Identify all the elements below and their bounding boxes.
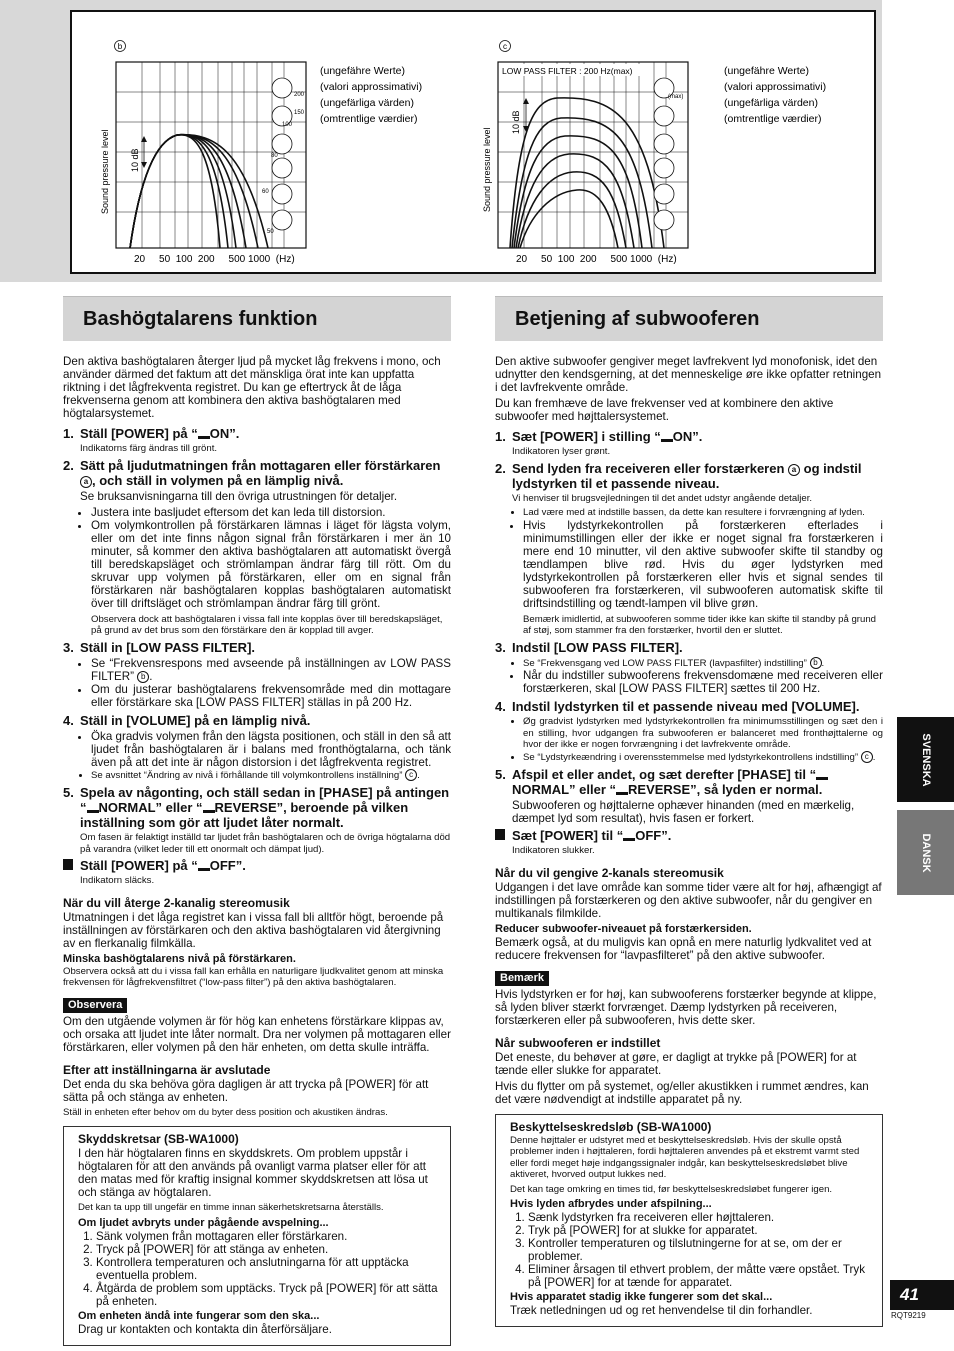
- da-box-bold-1: Hvis lyden afbrydes under afspilning...: [510, 1198, 712, 1210]
- svg-text:(omtrentlige værdier): (omtrentlige værdier): [320, 113, 418, 125]
- sv-stereo-note: Observera också att du i vissa fall kan erhålla en naturligare ljudkvalitet genom att minska frekvensen för lågfrekvensfiltret (“low-pass filter”) på den aktiva bashögtalaren.: [63, 965, 444, 988]
- sv-step-3: 3. Ställ in [LOW PASS FILTER].: [63, 639, 256, 655]
- power-off-symbol-icon: [623, 829, 635, 841]
- ref-a-icon: a: [788, 464, 800, 476]
- da-step-1: 1. Sæt [POWER] i stilling “ ON”.: [495, 429, 703, 444]
- da-step-2-bullets: • Lad være med at indstille bassen, da dette kan resultere i forvrængning af lyden. • Hvis lydstyrkekontrollen på forstærkeren efterlades i minimumstillingen eller der ikke er noget signal fra forstærkeren i mere end 10 minutter, vil den aktive subwoofer skifte til standby og tændlampen blive rød. Hvis du øger lydstyrken med lydstyrkekontrollen på forstærkeren eller hvis et signal sendes til subwooferen fra forstærkeren, vil subwooferen automatisk skifte til driftsindstilling og tændt-lampen vil blive grøn.: [495, 507, 883, 610]
- svg-text:50: 50: [267, 229, 274, 235]
- da-protection-box: [495, 1114, 883, 1328]
- sv-after-note: Ställ in enheten efter behov om du byter dess position och akustiken ändras.: [63, 1106, 388, 1118]
- da-stereo-bold: Reducer subwoofer-niveauet på forstærkersiden.: [495, 922, 752, 935]
- sv-stereo-bold: Minska bashögtalarens nivå på förstärkaren.: [63, 952, 296, 965]
- fig-b-curves: [130, 135, 268, 248]
- sv-step-1: 1. Ställ [POWER] på “ ON”.: [63, 426, 240, 441]
- da-step-4: 4. Indstil lydstyrken til et passende niveau med [VOLUME].: [495, 699, 860, 714]
- sv-note-text: Om den utgående volymen är för hög kan enhetens förstärkare klippas av, och orsaka att ljudet inte låter normalt. Dra ner volymen på mottagaren eller förstärkaren, eller volymen på den här enheten, om detta skulle inträffa.: [63, 1014, 451, 1054]
- da-note-tag: Bemærk: [495, 971, 549, 986]
- ref-b-icon: b: [810, 657, 822, 669]
- fig-c-xticks: 20 50 100 200 500 1000 (Hz): [516, 254, 677, 265]
- da-intro-1: Den aktive subwoofer gengiver meget lavfrekvent lyd monofonisk, idet den udnytter den kendsgerning, at det menneskelige øre ikke opfatter retningen i det lavfrekvente område.: [495, 355, 882, 394]
- da-box-note: Det kan tage omkring en times tid, før beskyttelseskredsløbet fungerer igen.: [510, 1183, 833, 1195]
- power-off-symbol-icon: [198, 859, 210, 871]
- fig-c-curves: [510, 98, 664, 248]
- da-step-6: Sæt [POWER] til “ OFF”.: [495, 828, 883, 843]
- da-box-bold-2: Hvis apparatet stadig ikke fungerer som det skal...: [510, 1291, 773, 1303]
- sv-after-heading: Efter att inställningarna är avslutade: [63, 1062, 271, 1077]
- da-intro-2: Du kan fremhæve de lave frekvenser ved at kombinere den aktive subwoofer med højttalersystemet.: [495, 397, 834, 423]
- da-step-6-sub: Indikatoren slukker.: [512, 845, 595, 856]
- figure-band: [0, 0, 882, 282]
- phase-reverse-symbol-icon: [203, 801, 215, 813]
- sv-stereo-heading: När du vill återge 2-kanalig stereomusik: [63, 895, 290, 910]
- swedish-column: [63, 296, 451, 1346]
- svg-text:(omtrentlige værdier): (omtrentlige værdier): [724, 113, 822, 125]
- da-after-text-2: Hvis du flytter om på systemet, og/eller akustikken i rummet ændres, kan det være nødvendigt at indstille apparatet på ny.: [495, 1079, 869, 1106]
- da-step-5-sub: Subwooferen og højttalerne ophæver hinanden (med en mærkelig, dæmpet lyd som resultat), hvis fasen er forkert.: [512, 799, 855, 825]
- sv-box-end: Drag ur kontakten och kontakta din återförsäljare.: [78, 1322, 332, 1336]
- sv-step-1-sub: Indikatorns färg ändras till grönt.: [80, 443, 218, 454]
- fig-b-scale: 10 dB: [130, 148, 140, 172]
- da-box-steps: 1. Sænk lydstyrken fra receiveren eller højttaleren. 2. Tryk på [POWER] for at slukke for apparatet. 3. Kontroller temperaturen og tilslutningerne for at se, om der er problemer. 4. Eliminer årsagen til ethvert problem, der måtte være opstået. Tryk på [POWER] for at tænde for apparatet.: [510, 1211, 872, 1289]
- phase-normal-symbol-icon: [816, 768, 828, 780]
- svg-text:(ungefärliga värden): (ungefärliga värden): [320, 97, 414, 109]
- figure-box: [70, 10, 876, 274]
- da-step-5: 5. Afspil et eller andet, og sæt derefter [PHASE] til “NORMAL” eller “ REVERSE”, så lyden er normal.: [495, 767, 883, 797]
- sv-intro: Den aktiva bashögtalaren återger ljud på mycket låg frekvens i mono, och använder därmed det faktum att det mänskliga örat inte kan uppfatta riktning i det lågfrekventa registret. Du kan ge eftertryck åt de låga frekvenserna genom att kombinera den aktiva bashögtalaren med högtalarsystemet.: [63, 355, 441, 420]
- sv-step-4: 4. Ställ in [VOLUME] på en lämplig nivå.: [63, 712, 311, 728]
- danish-column: [495, 296, 883, 1327]
- page-code: RQT9219: [891, 1311, 926, 1320]
- da-step-2: 2. Send lyden fra receiveren eller forstærkeren a og indstil lydstyrken til et passende niveau.: [495, 460, 862, 491]
- fig-c-legend: [724, 65, 826, 125]
- sv-box-note: Det kan ta upp till ungefär en timme innan säkerhetskretsarna återställs.: [78, 1202, 384, 1213]
- svg-text:100: 100: [282, 122, 293, 128]
- svg-text:80: 80: [271, 153, 278, 159]
- ref-b-icon: b: [137, 671, 149, 683]
- da-box-text: Denne højttaler er udstyret med et beskyttelseskredsløb. Hvis der skulle opstå problemer inden i højttaleren, fordi højttaleren anvendes på et ekstremt varmt sted eller fordi meget høje indgangssignaler indgår, kan beskyttelseskredsløbet blive aktiveret, hvorved output lukkes ned.: [510, 1134, 860, 1180]
- sv-step-2-note: Observera dock att bashögtalaren i vissa fall inte kopplas över till beredskapsläget, på grund av det brus som den förstärkare den är kopplad till avger.: [91, 613, 443, 636]
- svg-text:(valori approssimativi): (valori approssimativi): [320, 81, 423, 93]
- svg-text:200: 200: [294, 92, 305, 98]
- power-on-symbol-icon: [661, 430, 673, 442]
- sv-box-steps: 1. Sänk volymen från mottagaren eller förstärkaren. 2. Tryck på [POWER] för att stänga av enheten. 3. Kontrollera temperaturen och anslutningarna för att upptäcka eventuella problem. 4. Åtgärda de problem som upptäcks. Tryck på [POWER] för att sätta på enheten.: [78, 1230, 440, 1308]
- fig-b-xticks: 20 50 100 200 500 1000 (Hz): [134, 254, 295, 265]
- da-step-3: 3. Indstil [LOW PASS FILTER].: [495, 639, 683, 655]
- svg-text:(ungefärliga värden): (ungefärliga värden): [724, 97, 818, 109]
- sv-step-4-bullets: • Öka gradvis volymen från den lägsta positionen, och ställ in den så att ljudet från bashögtalaren är i balans med fronthögtalarna, och tänk även på att det inte är någon distorsion i det lågfrekventa registret. • Se avsnittet “Ändring av nivå i förhållande till volymkontrollens inställning” c .: [63, 730, 451, 782]
- sv-step-6-sub: Indikatorn släcks.: [80, 875, 155, 886]
- fig-b-letter: b: [117, 42, 123, 51]
- sv-step-2-sub: Se bruksanvisningarna till den övriga utrustningen för detaljer.: [80, 489, 398, 503]
- sv-step-2: 2. Sätt på ljudutmatningen från mottagaren eller förstärkaren a , och ställ in volymen på en lämplig nivå.: [63, 457, 441, 488]
- frequency-response-figures: [72, 12, 878, 276]
- da-step-4-bullets: • Øg gradvist lydstyrken med lydstyrkekontrollen fra minimumsstillingen og sæt den i en stilling, hvor udgangen fra subwooferen er balanceret med fronthøjttalerne og hvor der ikke er nogen forvrængning i det lavfrekvente område. • Se “Lydstyrkeændring i overensstemmelse med lydstyrkekontrollens indstilling” c .: [495, 716, 883, 763]
- phase-reverse-symbol-icon: [616, 783, 628, 795]
- da-after-text: Det eneste, du behøver at gøre, er dagligt at trykke på [POWER] for at tænde eller slukke for apparatet.: [495, 1050, 857, 1077]
- da-note-text: Hvis lydstyrken er for høj, kan subwooferens forstærker begynde at klippe, så lyden bliver stærkt forvrænget. Dæmp lydstyrken på receiveren, forstærkeren eller på subwooferen, hvis dette sker.: [495, 987, 877, 1027]
- fig-c-title: LOW PASS FILTER : 200 Hz(max): [502, 66, 633, 76]
- sv-step-5-note: Om fasen är felaktigt inställd tar ljudet från bashögtalaren och de övriga högtalarna död på varandra (vilket leder till ett onormalt och dämpat ljud).: [80, 832, 451, 855]
- tab-svenska: SVENSKA: [897, 717, 954, 802]
- sv-box-text: I den här högtalaren finns en skyddskrets. Om problem uppstår i högtalaren för att den används på ovanligt varma platser eller för att den matas med för kraftig insignal kommer skyddskretsen att lösa ut och stänga av högtalaren.: [78, 1147, 428, 1199]
- fig-c-letter: c: [503, 42, 507, 51]
- da-step-3-bullets: • Se “Frekvensgang ved LOW PASS FILTER (lavpasfilter) indstilling” b . • Når du indstiller subwooferens frekvensdomæne med receiveren eller forstærkeren, skal [LOW PASS FILTER] sættes til 200 Hz.: [495, 657, 883, 696]
- da-step-2-sub: Vi henviser til brugsvejledningen til det andet udstyr angående detaljer.: [512, 492, 813, 504]
- sv-step-5: 5. Spela av någonting, och ställ sedan in [PHASE] på antingen “ NORMAL” eller “ REVERSE”, beroende på vilken inställning som gör att ljudet låter normalt.: [63, 785, 450, 830]
- sv-box-bold-1: Om ljudet avbryts under pågående avspelning...: [78, 1216, 329, 1229]
- phase-normal-symbol-icon: [87, 801, 99, 813]
- fig-c-scale: 10 dB: [511, 110, 521, 134]
- da-step-1-sub: Indikatoren lyser grønt.: [512, 446, 611, 457]
- sv-title: Bashögtalarens funktion: [63, 296, 451, 341]
- sv-note-tag: Observera: [63, 998, 127, 1013]
- square-bullet-icon: [495, 828, 512, 843]
- square-bullet-icon: [63, 858, 80, 873]
- sv-box-title: Skyddskretsar (SB-WA1000): [78, 1132, 239, 1146]
- sv-step-3-bullets: • Se “Frekvensrespons med avseende på inställningen av LOW PASS FILTER” b . • Om du justerar bashögtalarens frekvensområde med din mottagare eller förstärkare ska [LOW PASS FILTER] ställas in på 200 Hz.: [63, 657, 451, 709]
- ref-c-icon: c: [405, 769, 417, 781]
- da-title: Betjening af subwooferen: [495, 296, 883, 341]
- ref-a-icon: a: [80, 476, 92, 488]
- sv-step-6: Ställ [POWER] på “ OFF”.: [63, 858, 451, 873]
- sv-stereo-text: Utmatningen i det låga registret kan i vissa fall bli alltför högt, beroende på inställningen av förstärkaren och den aktiva bashögtalaren vid återgivning av en flerkanalig filmkälla.: [63, 910, 444, 950]
- sv-step-2-bullets: • Justera inte basljudet eftersom det kan leda till distorsion. • Om volymkontrollen på förstärkaren lämnas i läget för lägsta volym, eller om det inte finns någon signal från förstärkaren i mer än 10 minuter, så kommer den aktiva bashögtalaren att automatiskt övergå till beredskapsläget och strömlampan ändrar färg till rött. Om du skruvar upp volymen på förstärkaren, eller om en signal från förstärkaren när bashögtalaren kopplas bashögtalaren automatiskt över till driftsläget och strömlampan ändrar färg till grönt.: [63, 506, 451, 610]
- sv-protection-box: [63, 1126, 451, 1346]
- svg-text:60: 60: [262, 189, 269, 195]
- fig-c-knob-max: (max): [668, 94, 684, 100]
- da-box-end: Træk netledningen ud og ret henvendelse til din forhandler.: [510, 1304, 813, 1317]
- svg-text:(valori approssimativi): (valori approssimativi): [724, 81, 827, 93]
- sv-box-bold-2: Om enheten ändå inte fungerar som den ska...: [78, 1309, 320, 1322]
- da-step-2-note: Bemærk imidlertid, at subwooferen somme tider ikke kan skifte til standby på grund af støj, som stammer fra den forstærker, hvortil den er sluttet.: [523, 613, 876, 636]
- fig-b-legend: [320, 65, 422, 125]
- svg-text:150: 150: [294, 110, 305, 116]
- power-on-symbol-icon: [198, 427, 210, 439]
- tab-dansk: DANSK: [897, 810, 954, 895]
- da-box-title: Beskyttelseskredsløb (SB-WA1000): [510, 1119, 712, 1134]
- da-stereo-text-2: Bemærk også, at du muligvis kan opnå en mere naturlig lydkvalitet ved at reducere frekvensen for “lavpasfilteret” på den aktive subwoofer.: [495, 935, 872, 962]
- svg-text:(ungefähre Werte): (ungefähre Werte): [320, 65, 406, 77]
- svg-text:(ungefähre Werte): (ungefähre Werte): [724, 65, 810, 77]
- fig-c-ylabel: Sound pressure level: [482, 127, 492, 212]
- page-number: 41: [890, 1280, 954, 1310]
- da-after-heading: Når subwooferen er indstillet: [495, 1035, 661, 1050]
- da-stereo-heading: Når du vil gengive 2-kanals stereomusik: [495, 865, 724, 880]
- da-stereo-text: Udgangen i det lave område kan somme tider være alt for høj, afhængigt af indstillingen på forstærkeren og den aktive subwoofer, når du gengiver en multikanals filmkilde.: [495, 880, 882, 920]
- fig-b-ylabel: Sound pressure level: [100, 129, 110, 214]
- sv-after-text: Det enda du ska behöva göra dagligen är att trycka på [POWER] för att sätta på och stänga av enheten.: [63, 1077, 429, 1104]
- ref-c-icon: c: [861, 751, 873, 763]
